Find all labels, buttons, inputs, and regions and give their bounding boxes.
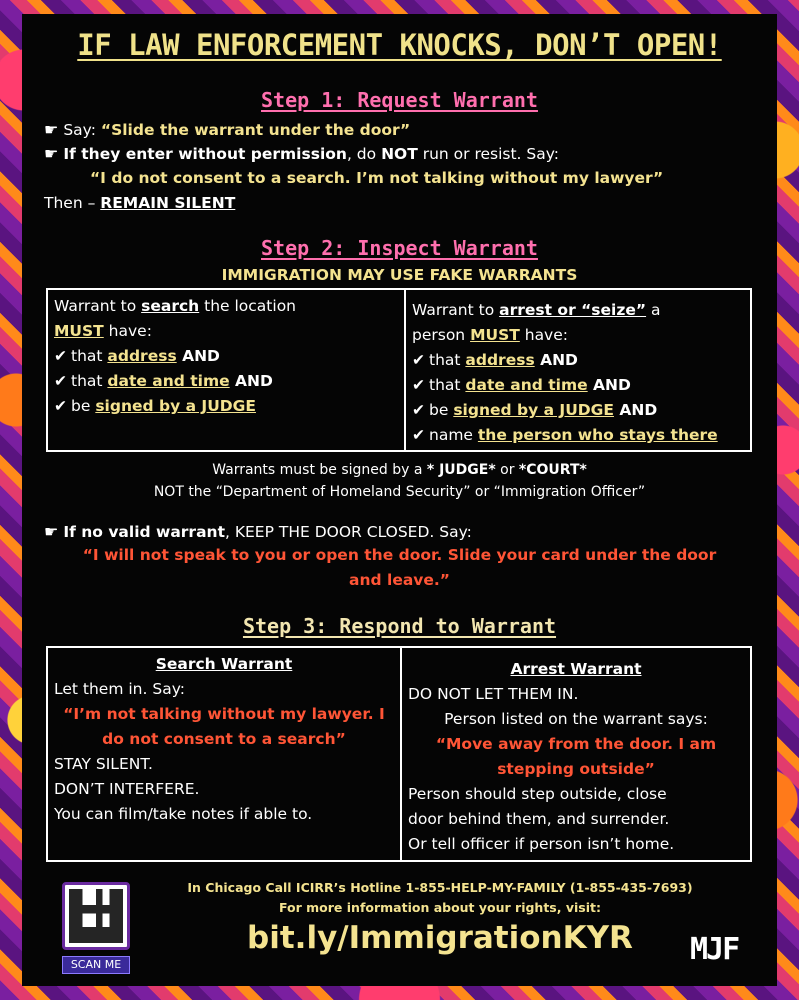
step1-quote2: “I do not consent to a search. I’m not talking without my lawyer”: [90, 169, 664, 187]
pointing-hand-icon: ☛: [44, 120, 59, 139]
step1-line1: ☛ Say: “Slide the warrant under the door”: [44, 120, 411, 139]
inspect-warrant-table: [46, 288, 752, 452]
check-icon: ✔: [54, 397, 67, 415]
no-warrant-quote-2: and leave.”: [349, 571, 450, 589]
dhs-note: NOT the “Department of Homeland Security” or “Immigration Officer”: [153, 484, 646, 500]
search-warrant-requirements: Warrant to search the location MUST have: ✔ that address AND ✔ that date and time AND ✔ be signed by a JUDGE: [54, 297, 296, 415]
step1-line4: Then – REMAIN SILENT: [44, 194, 236, 212]
more-info-text: For more information about your rights, visit:: [279, 900, 601, 915]
check-icon: ✔: [412, 426, 425, 444]
mjf-logo: MJF: [690, 932, 739, 967]
search-warrant-header: Search Warrant: [155, 655, 293, 673]
step3-heading: Step 3: Respond to Warrant: [242, 614, 557, 638]
respond-warrant-table: [46, 646, 752, 862]
no-warrant-quote-1: “I will not speak to you or open the door. Slide your card under the door: [82, 546, 717, 564]
flyer-panel: [22, 14, 777, 986]
qr-code-icon: [69, 889, 123, 943]
step1-heading: Step 1: Request Warrant: [261, 88, 538, 112]
check-icon: ✔: [412, 376, 425, 394]
arrest-warrant-header: Arrest Warrant: [510, 660, 642, 678]
remain-silent: REMAIN SILENT: [100, 194, 236, 212]
kyr-link[interactable]: bit.ly/ImmigrationKYR: [247, 920, 633, 956]
check-icon: ✔: [412, 401, 425, 419]
scan-me-label: SCAN ME: [62, 956, 130, 974]
qr-code[interactable]: [62, 882, 130, 950]
no-warrant-line: ☛ If no valid warrant, KEEP THE DOOR CLOSED. Say:: [44, 522, 472, 541]
pointing-hand-icon: ☛: [44, 522, 59, 541]
step2-heading: Step 2: Inspect Warrant: [261, 236, 538, 260]
fake-warrant-warning: IMMIGRATION MAY USE FAKE WARRANTS: [221, 266, 578, 284]
arrest-warrant-response: Arrest Warrant DO NOT LET THEM IN. Person listed on the warrant says: “Move away from the door. I am stepping outside” Person should step outside, close door behind them, and surrender. Or tell officer if person isn’t home.: [400, 648, 750, 860]
check-icon: ✔: [412, 351, 425, 369]
signature-note: Warrants must be signed by a * JUDGE* or *COURT*: [212, 462, 587, 478]
hotline-text: In Chicago Call ICIRR’s Hotline 1-855-HELP-MY-FAMILY (1-855-435-7693): [187, 880, 693, 895]
step1-quote1: “Slide the warrant under the door”: [100, 121, 411, 139]
check-icon: ✔: [54, 347, 67, 365]
check-icon: ✔: [54, 372, 67, 390]
search-warrant-response: Search Warrant Let them in. Say: “I’m not talking without my lawyer. I do not consent to a search” STAY SILENT. DON’T INTERFERE. You can film/take notes if able to.: [48, 648, 400, 860]
flyer-title: IF LAW ENFORCEMENT KNOCKS, DON’T OPEN!: [77, 28, 722, 62]
step1-line2: ☛ If they enter without permission, do NOT run or resist. Say:: [44, 144, 560, 163]
pointing-hand-icon: ☛: [44, 144, 59, 163]
arrest-warrant-requirements: Warrant to arrest or “seize” a person MUST have: ✔ that address AND ✔ that date and time AND ✔ be signed by a JUDGE AND ✔ name the person who stays there: [404, 290, 750, 450]
